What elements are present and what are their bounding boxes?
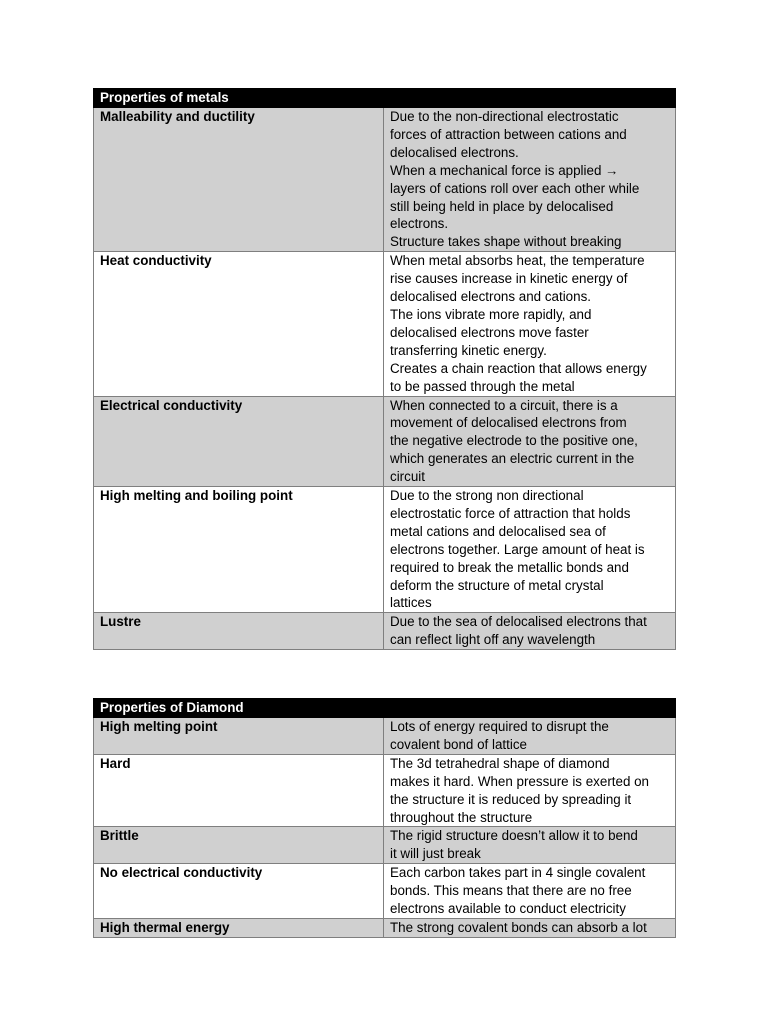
property-name: High thermal energy (94, 918, 384, 937)
explanation-line: The ions vibrate more rapidly, and (390, 306, 592, 322)
property-name: Lustre (94, 613, 384, 650)
explanation-line: electrostatic force of attraction that holds (390, 505, 631, 521)
explanation-line: rise causes increase in kinetic energy of (390, 271, 628, 287)
explanation-line: layers of cations roll over each other while (390, 180, 640, 196)
explanation-line: deform the structure of metal crystal (390, 577, 604, 593)
explanation-line: still being held in place by delocalised (390, 198, 614, 214)
explanation-line: it will just break (390, 846, 481, 862)
explanation-line: Each carbon takes part in 4 single covalent (390, 865, 646, 881)
explanation-line: Due to the non-directional electrostatic (390, 109, 619, 124)
table-row (94, 718, 676, 755)
table-title: Properties of Diamond (94, 699, 676, 718)
property-name: Hard (94, 754, 384, 827)
property-name: High melting point (94, 718, 384, 755)
property-name: Heat conductivity (94, 252, 384, 396)
metals-table-body (94, 108, 676, 650)
explanation-line: Lots of energy required to disrupt the (390, 719, 609, 734)
explanation-line: the structure it is reduced by spreading it (390, 791, 632, 807)
explanation-line: lattices (390, 595, 432, 611)
explanation-line: which generates an electric current in the (390, 451, 635, 467)
diamond-table-body (94, 718, 676, 938)
explanation-line: Creates a chain reaction that allows energy (390, 360, 647, 376)
explanation-line: electrons. (390, 216, 449, 232)
property-explanation (384, 864, 676, 919)
table-row (94, 487, 676, 613)
explanation-line: Due to the strong non directional (390, 488, 584, 504)
explanation-line: to be passed through the metal (390, 378, 575, 394)
explanation-line: When connected to a circuit, there is a (390, 397, 618, 413)
explanation-line: The strong covalent bonds can absorb a lot (390, 919, 647, 935)
explanation-line: delocalised electrons. (390, 144, 519, 160)
explanation-line: Due to the sea of delocalised electrons that (390, 614, 647, 630)
property-explanation (384, 487, 676, 613)
table-row (94, 613, 676, 650)
explanation-line: Structure takes shape without breaking (390, 234, 622, 250)
explanation-line: movement of delocalised electrons from (390, 415, 627, 431)
explanation-line: forces of attraction between cations and (390, 126, 627, 142)
explanation-line: The 3d tetrahedral shape of diamond (390, 755, 610, 771)
property-name: Brittle (94, 827, 384, 864)
property-explanation (384, 613, 676, 650)
table-row (94, 754, 676, 827)
property-explanation (384, 918, 676, 937)
explanation-line: electrons available to conduct electricity (390, 901, 626, 917)
explanation-line: transferring kinetic energy. (390, 342, 547, 358)
property-explanation (384, 252, 676, 396)
property-name: No electrical conductivity (94, 864, 384, 919)
explanation-line: covalent bond of lattice (390, 736, 527, 752)
property-explanation (384, 754, 676, 827)
metals-properties-table (93, 88, 676, 650)
explanation-line: the negative electrode to the positive one, (390, 433, 638, 449)
table-row (94, 108, 676, 252)
property-name: Electrical conductivity (94, 396, 384, 487)
property-explanation (384, 718, 676, 755)
table-row (94, 827, 676, 864)
explanation-line: bonds. This means that there are no free (390, 883, 632, 899)
diamond-properties-table (93, 698, 676, 938)
property-name: High melting and boiling point (94, 487, 384, 613)
explanation-line: required to break the metallic bonds and (390, 559, 629, 575)
table-row (94, 918, 676, 937)
property-explanation (384, 108, 676, 252)
explanation-line: throughout the structure (390, 809, 533, 825)
property-explanation (384, 827, 676, 864)
explanation-line: The rigid structure doesn’t allow it to bend (390, 828, 638, 844)
property-name: Malleability and ductility (94, 108, 384, 252)
explanation-line: can reflect light off any wavelength (390, 632, 596, 648)
table-row (94, 864, 676, 919)
explanation-line: electrons together. Large amount of heat is (390, 541, 645, 557)
explanation-line: metal cations and delocalised sea of (390, 523, 606, 539)
explanation-line: delocalised electrons and cations. (390, 289, 591, 305)
explanation-line: When a mechanical force is applied → (390, 162, 619, 178)
property-explanation (384, 396, 676, 487)
table-row (94, 252, 676, 396)
table-row (94, 396, 676, 487)
explanation-line: circuit (390, 469, 425, 485)
explanation-line: When metal absorbs heat, the temperature (390, 253, 645, 269)
explanation-line: delocalised electrons move faster (390, 324, 589, 340)
table-title: Properties of metals (94, 89, 676, 108)
explanation-line: makes it hard. When pressure is exerted on (390, 773, 650, 789)
